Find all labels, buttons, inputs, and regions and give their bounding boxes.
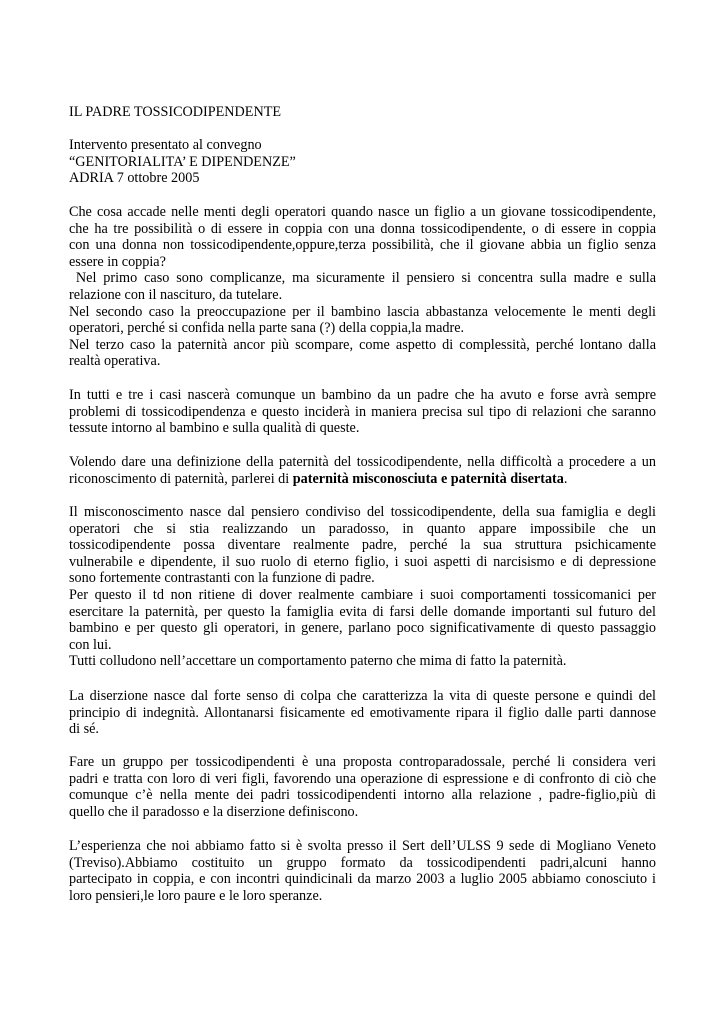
paragraph-line: Volendo dare una definizione della paternità del tossicodipendente, nella difficoltà a procedere a un: [69, 454, 656, 470]
paragraph-line: [69, 471, 656, 488]
paragraph-line: sono fortemente contrastanti con la funzione di padre.: [69, 570, 375, 587]
document-title: IL PADRE TOSSICODIPENDENTE: [69, 104, 282, 120]
paragraph-line: Nel secondo caso la preoccupazione per il bambino lascia abbastanza velocemente le menti degli: [69, 303, 656, 320]
intro-line: Intervento presentato al convegno: [69, 137, 262, 153]
definition-bold: paternità misconosciuta e paternità disertata: [292, 470, 564, 487]
paragraph-line: loro pensieri,le loro paure e le loro speranze.: [69, 887, 323, 904]
paragraph-line: partecipato in coppia, e con incontri quindicinali da marzo 2003 a luglio 2005 abbiamo conosciuto i: [69, 871, 656, 888]
paragraph-line: essere in coppia?: [69, 253, 166, 270]
paragraph-line: Il misconoscimento nasce dal pensiero condiviso del tossicodipendente, della sua famiglia e degli: [69, 504, 656, 520]
conference-date: ADRIA 7 ottobre 2005: [69, 170, 200, 187]
intro-block: [69, 137, 656, 187]
paragraph-2: [69, 387, 656, 437]
paragraph-line: In tutti e tre i casi nascerà comunque un bambino da un padre che ha avuto e forse avrà sempre: [69, 387, 656, 403]
paragraph-line: realtà operativa.: [69, 353, 161, 370]
paragraph-5: [69, 688, 656, 738]
paragraph-line: quello che il paradosso e la diserzione definiscono.: [69, 803, 359, 820]
paragraph-line: tessute intorno al bambino e sulla qualità di queste.: [69, 420, 360, 437]
paragraph-line: La diserzione nasce dal forte senso di colpa che caratterizza la vita di queste persone e quindi del: [69, 688, 656, 704]
paragraph-line: Nel terzo caso la paternità ancor più scompare, come aspetto di complessità, perché lontano dalla: [69, 336, 656, 353]
paragraph-line: problemi di tossicodipendenza e questo inciderà in maniera precisa sul tipo di relazioni che saranno: [69, 403, 656, 420]
paragraph-line: padri e tratta con loro di veri figli, favorendo una operazione di espressione e di confronto di ciò che: [69, 770, 656, 787]
conference-title: “GENITORIALITA’ E DIPENDENZE”: [69, 153, 296, 170]
paragraph-line: di sé.: [69, 721, 99, 738]
paragraph-line: Per questo il td non ritiene di dover realmente cambiare i suoi comportamenti tossicomanici per: [69, 586, 656, 603]
paragraph-line: Fare un gruppo per tossicodipendenti è una proposta controparadossale, perché li considera veri: [69, 754, 656, 770]
paragraph-4: [69, 504, 656, 670]
paragraph-line: bambino e per questo gli operatori, in genere, parlano poco significativamente di questo passaggio: [69, 620, 656, 637]
paragraph-7: [69, 838, 656, 904]
definition-suffix: .: [563, 470, 568, 487]
paragraph-line: (Treviso).Abbiamo costituito un gruppo formato da tossicodipendenti padri,alcuni hanno: [69, 854, 656, 871]
paragraph-line: Tutti colludono nell’accettare un comportamento paterno che mima di fatto la paternità.: [69, 653, 567, 670]
paragraph-6: [69, 754, 656, 820]
paragraph-line: vulnerabile e dipendente, il suo ruolo di eterno figlio, i suoi aspetti di narcisismo e di depressione: [69, 553, 656, 570]
definition-prefix: riconoscimento di paternità, parlerei di: [69, 470, 293, 487]
paragraph-line: con una donna non tossicodipendente,oppure,terza possibilità, che il giovane abbia un figlio senza: [69, 237, 656, 254]
paragraph-line: esercitare la paternità, per questo la famiglia evita di farsi delle domande importanti sul futuro del: [69, 603, 656, 620]
paragraph-line: relazione con il nascituro, da tutelare.: [69, 286, 283, 303]
paragraph-line: Nel primo caso sono complicanze, ma sicuramente il pensiero si concentra sulla madre e sulla: [69, 270, 656, 287]
paragraph-line: tossicodipendente possa diventare realmente padre, perché la sua struttura psichicamente: [69, 537, 656, 554]
paragraph-3: [69, 454, 656, 487]
paragraph-line: principio di indegnità. Allontanarsi fisicamente ed emotivamente ripara il figlio dalle parti dannose: [69, 704, 656, 721]
paragraph-1: [69, 204, 656, 370]
paragraph-line: operatori che si stia realizzando un paradosso, in quanto appare impossibile che un: [69, 520, 656, 537]
paragraph-line: L’esperienza che noi abbiamo fatto si è svolta presso il Sert dell’ULSS 9 sede di Mogliano Veneto: [69, 838, 656, 854]
paragraph-line: comunque c’è nella mente dei padri tossicodipendenti intorno alla relazione , padre-figlio,più di: [69, 787, 656, 804]
paragraph-line: operatori, perché si confida nella parte sana (?) della coppia,la madre.: [69, 320, 465, 337]
paragraph-line: che ha tre possibilità o di essere in coppia con una donna tossicodipendente, o di essere in coppia: [69, 220, 656, 237]
paragraph-line: Che cosa accade nelle menti degli operatori quando nasce un figlio a un giovane tossicodipendente,: [69, 204, 656, 220]
paragraph-line: con lui.: [69, 636, 112, 653]
